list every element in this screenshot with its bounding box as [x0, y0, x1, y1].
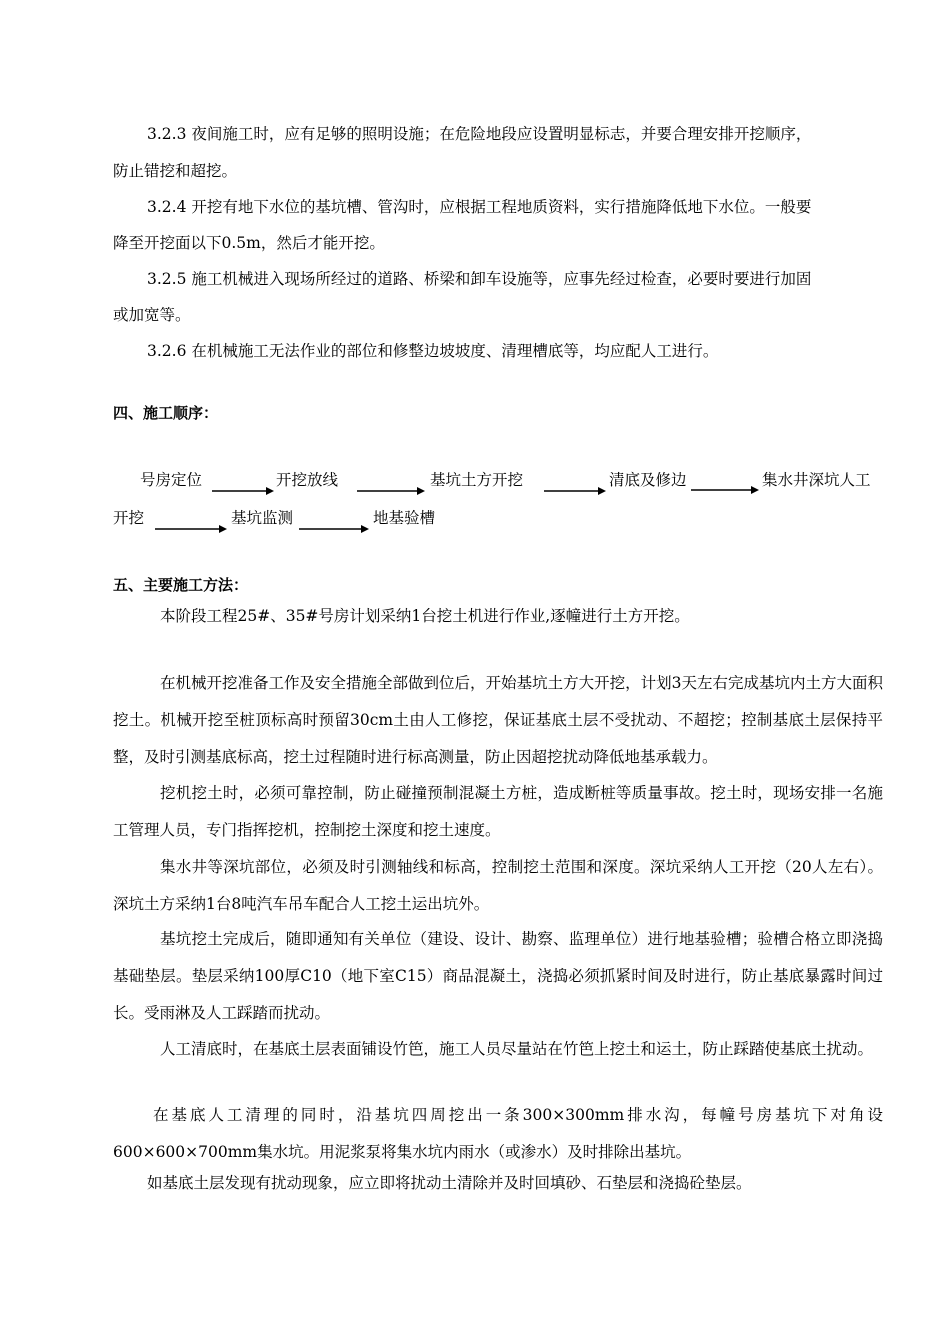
flow-step-house-positioning: 号房定位 — [140, 471, 203, 489]
paragraph-3-2-4-line2: 降至开挖面以下0.5m，然后才能开挖。 — [113, 234, 385, 252]
flow-arrow-2 — [357, 485, 425, 497]
flow-arrow-1 — [212, 485, 274, 497]
flow-step-pit-monitoring: 基坑监测 — [231, 509, 294, 527]
section-5-heading: 五、主要施工方法： — [113, 576, 249, 594]
flow-arrow-5 — [155, 523, 227, 535]
paragraph-5-excavator-control: 挖机挖土时，必须可靠控制，防止碰撞预制混凝土方桩，造成断桩等质量事故。挖土时，现场安排一名施工管理人员，专门指挥挖机，控制挖土深度和挖土速度。 — [113, 784, 883, 839]
flow-step-bottom-clearing: 清底及修边 — [609, 471, 687, 489]
flow-arrow-6 — [299, 523, 369, 535]
paragraph-5-drainage: 在基底人工清理的同时，沿基坑四周挖出一条300×300mm排水沟，每幢号房基坑下对角设600×600×700mm集水坑。用泥浆泵将集水坑内雨水（或渗水）及时排除出基坑。 — [113, 1106, 883, 1161]
paragraph-5-foundation-inspection: 基坑挖土完成后，随即通知有关单位（建设、设计、勘察、监理单位）进行地基验槽；验槽合格立即浇捣基础垫层。垫层采纳100厚C10（地下室C15）商品混凝土，浇捣必须抓紧时间及时进行，防止基底暴露时间过长。受雨淋及人工踩踏而扰动。 — [113, 930, 883, 1022]
flow-arrow-3 — [544, 485, 606, 497]
paragraph-3-2-5-line2: 或加宽等。 — [113, 306, 191, 324]
flow-step-foundation-inspection: 地基验槽 — [373, 509, 436, 527]
paragraph-5-deep-pit: 集水井等深坑部位，必须及时引测轴线和标高，控制挖土范围和深度。深坑采纳人工开挖（20人左右）。深坑土方采纳1台8吨汽车吊车配合人工挖土运出坑外。 — [113, 858, 883, 913]
paragraph-3-2-4-line1: 3.2.4 开挖有地下水位的基坑槽、管沟时，应根据工程地质资料，实行措施降低地下水位。一般要 — [147, 198, 812, 216]
paragraph-5-intro: 本阶段工程25#、35#号房计划采纳1台挖土机进行作业,逐幢进行土方开挖。 — [160, 607, 690, 625]
flow-arrow-4 — [691, 484, 759, 496]
paragraph-3-2-5-line1: 3.2.5 施工机械进入现场所经过的道路、桥梁和卸车设施等，应事先经过检查，必要时要进行加固 — [147, 270, 812, 288]
paragraph-5-mechanical-excavation: 在机械开挖准备工作及安全措施全部做到位后，开始基坑土方大开挖，计划3天左右完成基坑内土方大面积挖土。机械开挖至桩顶标高时预留30cm土由人工修挖，保证基底土层不受扰动、不超挖；控制基底土层保持平整，及时引测基底标高，挖土过程随时进行标高测量，防止因超挖扰动降低地基承载力。 — [113, 674, 883, 766]
paragraph-3-2-6: 3.2.6 在机械施工无法作业的部位和修整边坡坡度、清理槽底等，均应配人工进行。 — [147, 342, 719, 360]
paragraph-5-manual-clearing: 人工清底时，在基底土层表面铺设竹笆，施工人员尽量站在竹笆上挖土和运土，防止踩踏使基底土扰动。 — [160, 1040, 874, 1058]
paragraph-3-2-3-line2: 防止错挖和超挖。 — [113, 162, 238, 180]
paragraph-5-disturbed-soil: 如基底土层发现有扰动现象，应立即将扰动土清除并及时回填砂、石垫层和浇捣砼垫层。 — [147, 1174, 752, 1192]
flow-step-sump-manual-excavation: 集水井深坑人工 — [762, 471, 871, 489]
flow-step-excavation-layout: 开挖放线 — [276, 471, 339, 489]
flow-step-pit-earthwork: 基坑土方开挖 — [430, 471, 524, 489]
paragraph-3-2-3-line1: 3.2.3 夜间施工时，应有足够的照明设施；在危险地段应设置明显标志，并要合理安排开挖顺序， — [147, 125, 812, 143]
section-4-heading: 四、施工顺序： — [113, 404, 219, 422]
flow-step-sump-manual-excavation-cont: 开挖 — [113, 509, 145, 527]
